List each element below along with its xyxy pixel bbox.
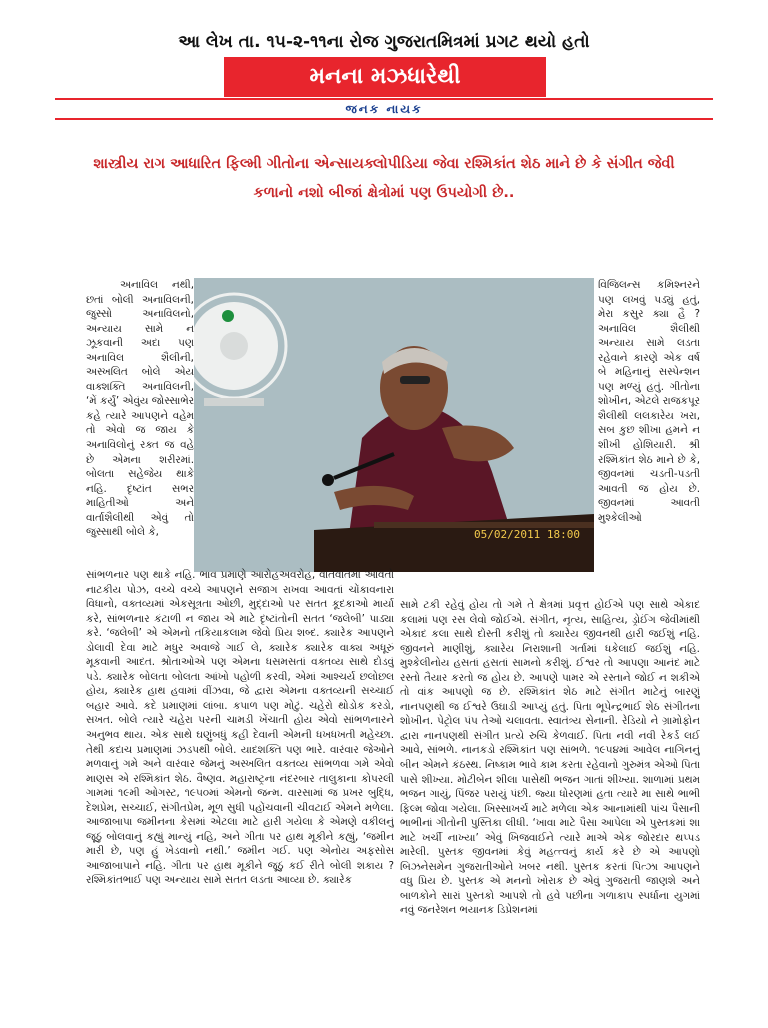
column-title: મનના મઝધારેથી [309, 64, 461, 89]
article-column-bottom-left: સાંભળનાર પણ થાકે નહિ. ભાવ પ્રમાણે આરોહઅવરોહ, વાતવાતમાં આવતો નાટકીય પોઝ, વચ્ચે વચ્ચે આપણને સજાગ રાખવા આવતાં ચોંકાવનારા વિધાનો, વક્તવ્યમાં એકસૂત્રતા ઓછી, મુદ્દાઓ પર સતત કૂદકાઓ માર્યા કરે, સાંભળનાર કંટાળી ન જાય એ માટે દૃષ્ટાંતોની સતત ‘જલેબી’ પાડ્યા કરે. ‘જલેબી’ એ એમનો તકિયાકલામ જેવો પ્રિય શબ્દ. ક્યારેક આપણને ડોલાવી દેવા માટે મધુર અવાજે ગાઈ લે, ક્યારેક ક્યારેક વાક્ય અધૂરું મૂકવાની આદત. શ્રોતાઓએ પણ એમના ધસમસતાં વક્તવ્ય સાથે દોડવું પડે. ક્યારેક બોલતા બોલતા આંખો પહોળી કરવી, એમાં આશ્ચર્ય છલોછલ હોય, ક્યારેક હાથ હવામાં વીંઝવા, જે દ્વારા એમના વક્તવ્યની સચ્ચાઈ બહાર આવે. કદે પ્રમાણમાં લાંબા. કપાળ પણ મોટું. ચહેરો થોડોક કરડો, સખત. બોલે ત્યારે ચહેરા પરની ચામડી ખેંચાતી હોય એવો સાંભળનારને અનુભવ થાય. એક સાથે ઘણુંબધું કહી દેવાની એમની ધખધખતી મહેચ્છા. તેથી કદાચ પ્રમાણમાં ઝડપથી બોલે. યાદશક્તિ પણ ભારે. વારંવાર જેઓને મળવાનું ગમે અને વારંવાર જેમનું અસ્ખલિત વક્તવ્ય સાંભળવા ગમે એવો માણસ એ રશ્મિકાંત શેઠ. વૈષ્ણવ. મહારાષ્ટ્રના નંદરબાર તાલુકાના કોપરલી ગામમાં ૧૯મી ઓગસ્ટ, ૧૯૫૦માં એમનો જન્મ. વારસામાં જ પ્રખર બુદ્ધિ, દેશપ્રેમ, સચ્ચાઈ, સંગીતપ્રેમ, મૂળ સુધી પહોંચવાની ચીવટાઈ એમને મળેલા. આજાબાપા જમીનના કેસમાં એટલા માટે હારી ગયેલા કે એમણે વકીલનું જૂઠું બોલવાનું કહ્યું માન્યું નહિ, અને ગીતા પર હાથ મૂકીને કહ્યું, ‘જમીન મારી છે, પણ હું ખેડવાનો નથી.’ જમીન ગઈ. પણ એનોય અફસોસ આજાબાપાને નહિ. ગીતા પર હાથ મૂકીને જૂઠું કઈ રીતે બોલી શકાય ? રશ્મિકાંતભાઈ પણ અન્યાય સામે સતત લડતા આવ્યા છે. ક્યારેક [86, 569, 394, 887]
article-column-bottom-right: સામે ટકી રહેવું હોય તો ગમે તે ક્ષેત્રમાં પ્રવૃત્ત હોઈએ પણ સાથે એકાદ કલામાં પણ રસ લેવો જોઈએ. સંગીત, નૃત્ય, સાહિત્ય, ડ્રોઈંગ જેવીમાંથી એકાદ કલા સાથે દોસ્તી કરીશું તો ક્યારેય જીવનથી હારી જઈશું નહિ. જીવનને માણીશું, ક્યારેય નિરાશાની ગર્તામાં ધકેલાઈ જઈશું નહિ. મુશ્કેલીનોય હસતાં હસતાં સામનો કરીશું. ઈશ્વર તો આપણા આનંદ માટે રસ્તો તૈયાર કરતો જ હોય છે. આપણે પામર એ રસ્તાને જોઈ ન શકીએ તો વાંક આપણો જ છે. રશ્મિકાંત શેઠ માટે સંગીત માટેનું બારણું નાનપણથી જ ઈશ્વરે ઉઘાડી આપ્યું હતું. પિતા ભૂપેન્દ્રભાઈ શેઠ સંગીતના શોખીન. પેટ્રોલ પંપ તેઓ ચલાવતા. સ્વાતંત્ર્ય સેનાની. રેડિયો ને ગ્રામોફોન દ્વારા નાનપણથી સંગીત પ્રત્યે રુચિ કેળવાઈ. પિતા નવી નવી રેકર્ડ લઈ આવે, સાંભળે. નાનકડો રશ્મિકાંત પણ સાંભળે. ૧૯૫૪માં આવેલ નાગિનનું બીન એમને કંઠસ્થ. નિષ્કામ ભાવે કામ કરતા રહેવાનો ગુરુમંત્ર એઓ પિતા પાસે શીખ્યા. મોટીબેન શીલા પાસેથી ભજન ગાતાં શીખ્યા. શાળામાં પ્રથમ ભજન ગાયું, પિંજર પરાયું પંછી. જ્યા ધોરણમાં હતા ત્યારે મા સાથે ભાભી ફિલ્મ જોવા ગયેલા. ખિસ્સાખર્ચ માટે મળેલા એક આનામાંથી પાંચ પૈસાની ભાભીનાં ગીતોની પુસ્તિકા લીધી. ‘ખાવા માટે પૈસા આપેલા એ પુસ્તકમાં શા માટે ખર્ચી નાખ્યા’ એવું ખિજવાઈને ત્યારે માએ એક જોરદાર થપ્પડ મારેલી. પુસ્તક જીવનમાં કેવું મહત્ત્વનું કાર્ય કરે છે એ આપણો બિઝનેસમેન ગુજરાતીઓને ખબર નથી. પુસ્તક કરતાં પિત્ઝા આપણને વધુ પ્રિય છે. પુસ્તક એ મનનો ખોરાક છે એવું ગુજરાતી જાણશે અને બાળકોને સારાં પુસ્તકો આપશે તો હવે પછીના ગળાકાપ સ્પર્ધાના યુગમાં નવું જનરેશન ભયાનક ડિપ્રેશનમાં [400, 599, 700, 917]
publication-note: આ લેખ તા. ૧૫-૨-૧૧ના રોજ ગુજરાતમિત્રમાં પ્રગટ થયો હતો [178, 32, 590, 52]
speaker-photo [194, 278, 594, 572]
article-subheading: શાસ્ત્રીય રાગ આધારિત ફિલ્મી ગીતોના એન્સાયક્લોપીડિયા જેવા રશ્મિકાંત શેઠ માને છે કે સંગીત જેવી કળાનો નશો બીજાં ક્ષેત્રોમાં પણ ઉપયોગી છે.. [93, 156, 675, 201]
author-byline: જનક નાયક [345, 102, 423, 116]
photo-timestamp: 05/02/2011 18:00 [474, 528, 580, 541]
column-title-banner [224, 57, 546, 97]
article-column-right: વિજિલન્સ કમિશ્નરને પણ લખવું પડ્યું હતું, મેરા કસુર ક્યા હૈ ? અનાવિલ શૈલીથી અન્યાય સામે લડતા રહેવાને કારણે એક વર્ષ બે મહિનાનું સસ્પેન્શન પણ મળ્યું હતું. ગીતોના શોખીન, એટલે રાજકપૂર શૈલીથી લલકારેય ખરા, સબ કુછ શીખા હમને ન શીખી હોશિયારી. શ્રી રશ્મિકાંત શેઠ માને છે કે, જીવનમાં ચડતી-પડતી આવતી જ હોય છે. જીવનમાં આવતી મુશ્કેલીઓ [598, 279, 700, 524]
article-column-left: અનાવિલ નથી, છતાં બોલી અનાવિલની, જુસ્સો અનાવિલનો, અન્યાય સામે ન ઝૂકવાની અદા પણ અનાવિલ શૈલીની, અસ્ખલિત બોલે એય વાક્શક્તિ અનાવિલની, ‘મેં કર્યું’ એવુંય જોસ્સાભેર કહે ત્યારે આપણને વહેમ તો એવો જ જાય કે અનાવિલોનું રક્ત જ વહે છે એમના શરીરમાં. બોલતા સહેજેય થાકે નહિ. દૃષ્ટાંત સભર માહિતીઓ અને વાર્તાશૈલીથી એવું તો જુસ્સાથી બોલે કે, [86, 279, 194, 539]
bottom-divider [55, 118, 713, 120]
top-divider [55, 98, 713, 100]
